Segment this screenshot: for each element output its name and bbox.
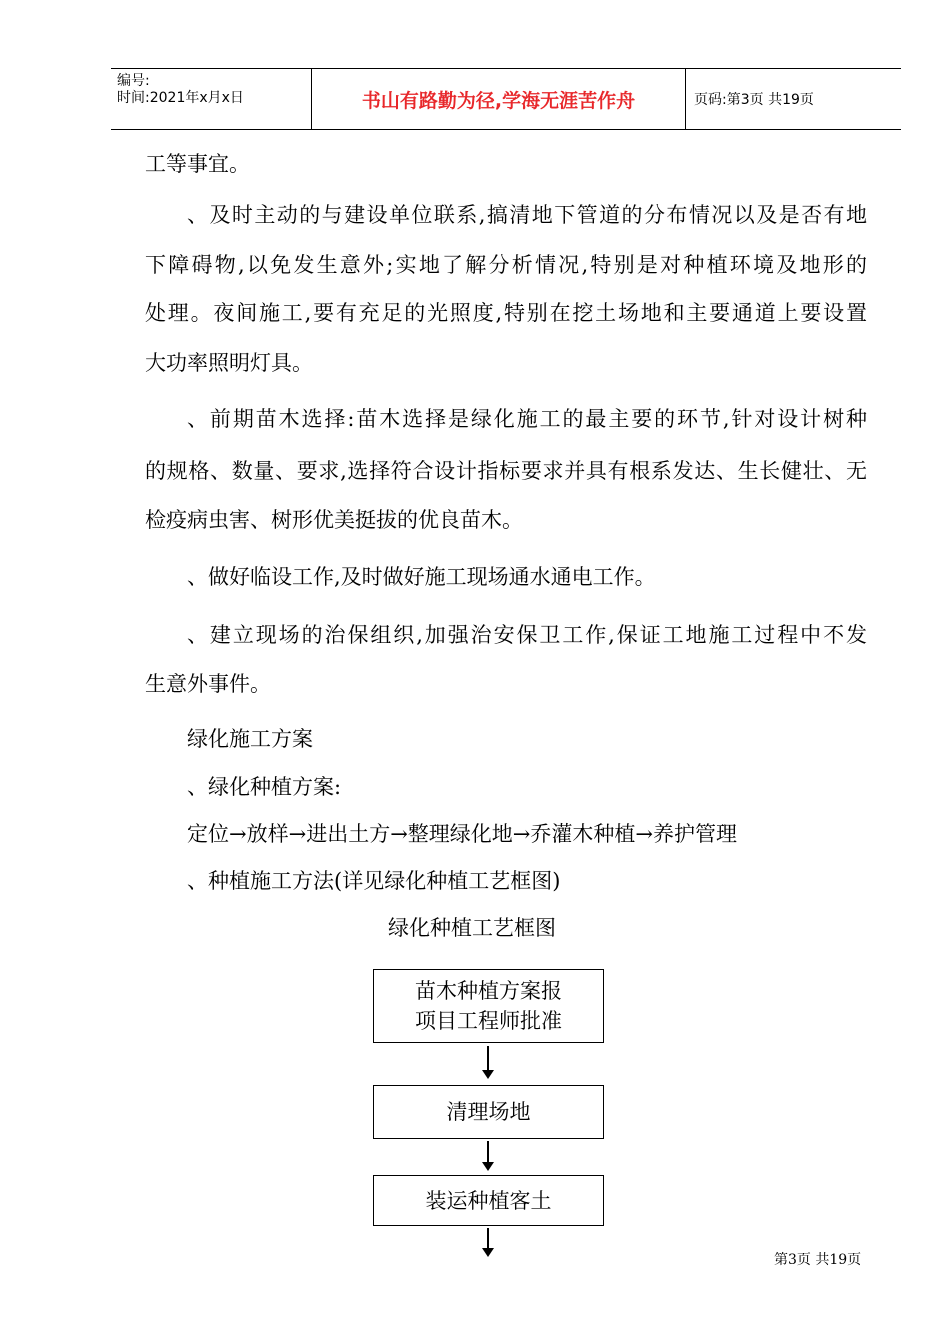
flow-step-text: 装运种植客土 <box>425 1188 552 1213</box>
paragraph-line: 检疫病虫害、树形优美挺拔的优良苗木。 <box>145 508 523 532</box>
date-label: 时间:2021年x月x日 <box>117 90 244 106</box>
header-meta <box>117 73 244 107</box>
paragraph-line: 大功率照明灯具。 <box>145 351 313 375</box>
subsection-title: 、绿化种植方案: <box>187 775 342 799</box>
flow-arrow <box>487 1141 489 1163</box>
flow-step-text: 项目工程师批准 <box>415 1009 562 1033</box>
paragraph-line: 、建立现场的治保组织,加强治安保卫工作,保证工地施工过程中不发 <box>187 623 867 647</box>
paragraph-line: 的规格、数量、要求,选择符合设计指标要求并具有根系发达、生长健壮、无 <box>145 459 867 483</box>
paragraph-line: 、及时主动的与建设单位联系,搞清地下管道的分布情况以及是否有地 <box>187 203 867 227</box>
flow-step-2 <box>373 1085 604 1139</box>
flow-step-text: 苗木种植方案报 <box>415 979 562 1003</box>
paragraph-line: 下障碍物,以免发生意外;实地了解分析情况,特别是对种植环境及地形的 <box>145 253 867 277</box>
serial-label: 编号: <box>117 73 150 89</box>
paragraph-line: 生意外事件。 <box>145 672 271 696</box>
page-header <box>111 68 901 130</box>
section-title: 绿化施工方案 <box>187 727 313 751</box>
header-page-code: 页码:第3页 共19页 <box>694 92 814 108</box>
paragraph-line: 处理。夜间施工,要有充足的光照度,特别在挖土场地和主要通道上要设置 <box>145 301 867 325</box>
chart-title: 绿化种植工艺框图 <box>388 916 556 940</box>
flow-arrow <box>487 1046 489 1071</box>
subsection-title: 、种植施工方法(详见绿化种植工艺框图) <box>187 869 561 893</box>
flow-arrow <box>487 1228 489 1249</box>
header-divider <box>685 69 686 129</box>
flow-step-3 <box>373 1175 604 1226</box>
paragraph-line: 、前期苗木选择:苗木选择是绿化施工的最主要的环节,针对设计树种 <box>187 407 867 431</box>
flow-step-1 <box>373 969 604 1043</box>
flow-step-text: 清理场地 <box>446 1100 531 1124</box>
page-footer: 第3页 共19页 <box>774 1252 862 1268</box>
paragraph-line: 工等事宜。 <box>145 152 250 176</box>
flow-sequence: 定位→放样→进出土方→整理绿化地→乔灌木种植→养护管理 <box>187 822 737 846</box>
header-motto: 书山有路勤为径,学海无涯苦作舟 <box>361 89 636 112</box>
paragraph-line: 、做好临设工作,及时做好施工现场通水通电工作。 <box>187 565 656 589</box>
